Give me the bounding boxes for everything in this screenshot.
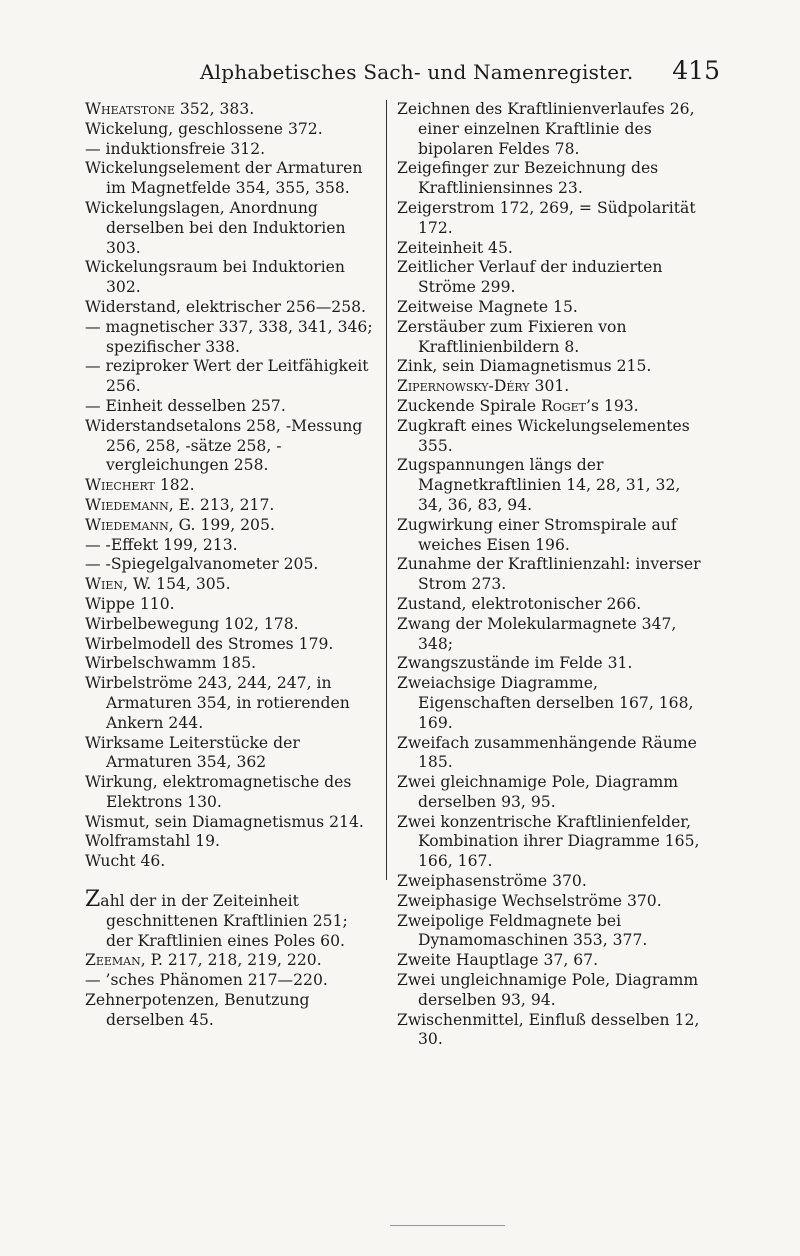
- index-entry: Zeeman, P. 217, 218, 219, 220.: [85, 951, 322, 970]
- index-entry: Zuckende Spirale Roget’s 193.: [397, 396, 639, 415]
- footer-rule: [390, 1225, 505, 1226]
- index-entry: Wirkung, elektromagnetische des Elektrons 130.: [85, 773, 352, 811]
- index-entry: Wiechert 182.: [85, 476, 195, 495]
- index-entry: Wickelungselement der Armaturen im Magnetfelde 354, 355, 358.: [85, 159, 363, 198]
- index-entry: Wickelung, geschlossene 372.: [85, 119, 323, 138]
- index-entry: Zugwirkung einer Stromspirale auf weiches Eisen 196.: [397, 515, 677, 554]
- index-entry: Zehnerpotenzen, Benutzung derselben 45.: [85, 991, 310, 1029]
- index-entry: Zwei gleichnamige Pole, Diagramm derselben 93, 95.: [397, 773, 679, 811]
- index-entry: Zeigerstrom 172, 269, = Südpolarität 172.: [397, 198, 696, 237]
- page-title: Alphabetisches Sach- und Namenregister.: [200, 60, 634, 84]
- index-entry: Widerstand, elektrischer 256—258.: [85, 297, 367, 316]
- index-entry: Zink, sein Diamagnetismus 215.: [397, 357, 652, 376]
- index-entry: Wiedemann, G. 199, 205.: [85, 515, 275, 534]
- page-number: 415: [672, 56, 720, 85]
- index-entry: Wien, W. 154, 305.: [85, 575, 231, 594]
- index-entry: Zwischenmittel, Einfluß desselben 12, 30.: [397, 1010, 700, 1049]
- index-entry: Zwei konzentrische Kraftlinienfelder, Kombination ihrer Diagramme 165, 166, 167.: [397, 812, 700, 871]
- index-entry: Zweiachsige Diagramme, Eigenschaften derselben 167, 168, 169.: [397, 674, 694, 732]
- index-entry: Zweite Hauptlage 37, 67.: [397, 951, 599, 970]
- index-entry: Zeichnen des Kraftlinienverlaufes 26, einer einzelnen Kraftlinie des bipolaren Feldes 78.: [397, 100, 695, 158]
- index-column-right: [386, 100, 707, 1049]
- index-entry: Widerstandsetalons 258, -Messung 256, 258, -sätze 258, -vergleichungen 258.: [85, 416, 363, 475]
- index-entry: Zeiteinheit 45.: [397, 238, 513, 257]
- index-entry: Zustand, elektrotonischer 266.: [397, 594, 642, 613]
- index-entry: Wheatstone 352, 383.: [85, 100, 255, 118]
- index-entry: Wirbelbewegung 102, 178.: [85, 614, 299, 633]
- index-entry: — induktionsfreie 312.: [85, 139, 266, 158]
- index-entry: Wolframstahl 19.: [85, 832, 221, 851]
- index-entry: Wirbelschwamm 185.: [85, 654, 257, 673]
- index-entry: Zweifach zusammenhängende Räume 185.: [397, 733, 697, 772]
- index-entry: Zugkraft eines Wickelungselementes 355.: [397, 416, 690, 455]
- section-gap: [85, 872, 377, 890]
- index-entry: Zunahme der Kraftlinienzahl: inverser Strom 273.: [397, 555, 701, 594]
- index-entry: Zweipolige Feldmagnete bei Dynamomaschinen 353, 377.: [397, 911, 648, 950]
- index-entry: — -Effekt 199, 213.: [85, 535, 238, 554]
- index-entry: Zwangszustände im Felde 31.: [397, 654, 633, 673]
- index-entry: Wickelungsraum bei Induktorien 302.: [85, 258, 345, 297]
- index-column-left: [85, 100, 377, 1031]
- index-entry: — -Spiegelgalvanometer 205.: [85, 555, 319, 574]
- index-entry: Zwei ungleichnamige Pole, Diagramm derselben 93, 94.: [397, 971, 699, 1009]
- index-entry: Wirbelmodell des Stromes 179.: [85, 634, 334, 653]
- index-entry: Wismut, sein Diamagnetismus 214.: [85, 812, 364, 831]
- index-entry: Zwang der Molekularmagnete 347, 348;: [397, 614, 677, 653]
- index-entry: Zerstäuber zum Fixieren von Kraftlinienbildern 8.: [397, 317, 627, 356]
- index-entry: Zahl der in der Zeiteinheit geschnittenen Kraftlinien 251; der Kraftlinien eines Poles 60.: [85, 887, 348, 950]
- page-header: [200, 52, 720, 92]
- index-entry: Zeitweise Magnete 15.: [397, 297, 578, 316]
- index-entry: — magnetischer 337, 338, 341, 346; spezifischer 338.: [85, 317, 373, 356]
- index-entry: Wirksame Leiterstücke der Armaturen 354, 362: [85, 733, 300, 772]
- index-entry: — reziproker Wert der Leitfähigkeit 256.: [85, 357, 369, 396]
- index-entry: Zweiphasenströme 370.: [397, 872, 587, 891]
- index-entry: Wippe 110.: [85, 594, 175, 613]
- index-entry: Zeitlicher Verlauf der induzierten Ströme 299.: [397, 258, 663, 297]
- index-entry: Zweiphasige Wechselströme 370.: [397, 891, 662, 910]
- index-entry: — Einheit desselben 257.: [85, 396, 286, 415]
- index-entry: Zugspannungen längs der Magnetkraftlinien 14, 28, 31, 32, 34, 36, 83, 94.: [397, 456, 681, 514]
- index-entry: Zeigefinger zur Bezeichnung des Kraftliniensinnes 23.: [397, 159, 659, 198]
- index-entry: Zipernowsky-Déry 301.: [397, 377, 570, 396]
- index-entry: — ’sches Phänomen 217—220.: [85, 971, 328, 990]
- index-entry: Wirbelströme 243, 244, 247, in Armaturen 354, in rotierenden Ankern 244.: [85, 674, 350, 732]
- index-entry: Wucht 46.: [85, 852, 166, 871]
- index-entry: Wickelungslagen, Anordnung derselben bei den Induktorien 303.: [85, 198, 346, 257]
- index-entry: Wiedemann, E. 213, 217.: [85, 495, 275, 514]
